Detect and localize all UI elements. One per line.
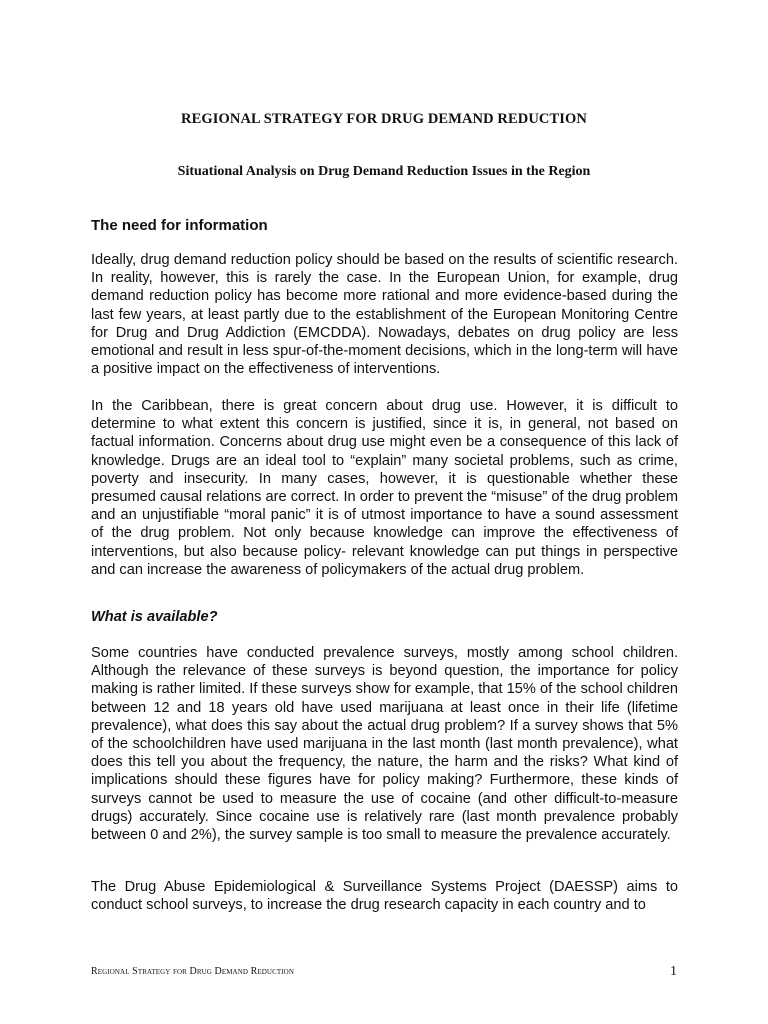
subsection-heading: What is available? [91, 609, 218, 625]
section-heading: The need for information [91, 217, 268, 234]
footer-running-title: Regional Strategy for Drug Demand Reduction [91, 966, 294, 977]
paragraph: In the Caribbean, there is great concern about drug use. However, it is difficult to determine to what extent this concern is justified, since it is, in general, not based on factual information. Concerns about drug use might even be a consequence of this lack of knowledge. Drugs are an ideal tool to “explain” many societal problems, such as crime, poverty and insecurity. In many cases, however, it is questionable whether these presumed causal relations are correct. In order to prevent the “misuse” of the drug problem and an unjustifiable “moral panic” it is of utmost importance to have a sound assessment of the drug problem. Not only because knowledge can improve the effectiveness of interventions, but also because policy- relevant knowledge can put things in perspective and can increase the awareness of policymakers of the actual drug problem. [91, 398, 678, 578]
document-subtitle: Situational Analysis on Drug Demand Reduction Issues in the Region [177, 164, 591, 179]
paragraph: Some countries have conducted prevalence surveys, mostly among school children. Although the relevance of these surveys is beyond question, the importance for policy making is rather limited. If these surveys show for example, that 15% of the school children between 12 and 18 years old have used marijuana at least once in their life (lifetime prevalence), what does this say about the actual drug problem? If a survey shows that 5% of the schoolchildren have used marijuana in the last month (last month prevalence), what does this tell you about the frequency, the nature, the harm and the risks? What kind of implications should these figures have for policy making? Furthermore, these kinds of surveys cannot be used to measure the use of cocaine (and other difficult-to-measure drugs) accurately. Since cocaine use is relatively rare (last month prevalence probably between 0 and 2%), the survey sample is too small to measure the prevalence accurately. [91, 645, 678, 844]
paragraph: Ideally, drug demand reduction policy should be based on the results of scientific research. In reality, however, this is rarely the case. In the European Union, for example, drug demand reduction policy has become more rational and more evidence-based during the last few years, at least partly due to the establishment of the European Monitoring Centre for Drug and Drug Addiction (EMCDDA). Nowadays, debates on drug policy are less emotional and result in less spur-of-the-moment decisions, which in the long-term will have a positive impact on the effectiveness of interventions. [91, 252, 678, 378]
page-number: 1 [670, 964, 677, 979]
document-title: REGIONAL STRATEGY FOR DRUG DEMAND REDUCTION [181, 111, 587, 127]
paragraph: The Drug Abuse Epidemiological & Surveillance Systems Project (DAESSP) aims to conduct school surveys, to increase the drug research capacity in each country and to [91, 879, 678, 914]
